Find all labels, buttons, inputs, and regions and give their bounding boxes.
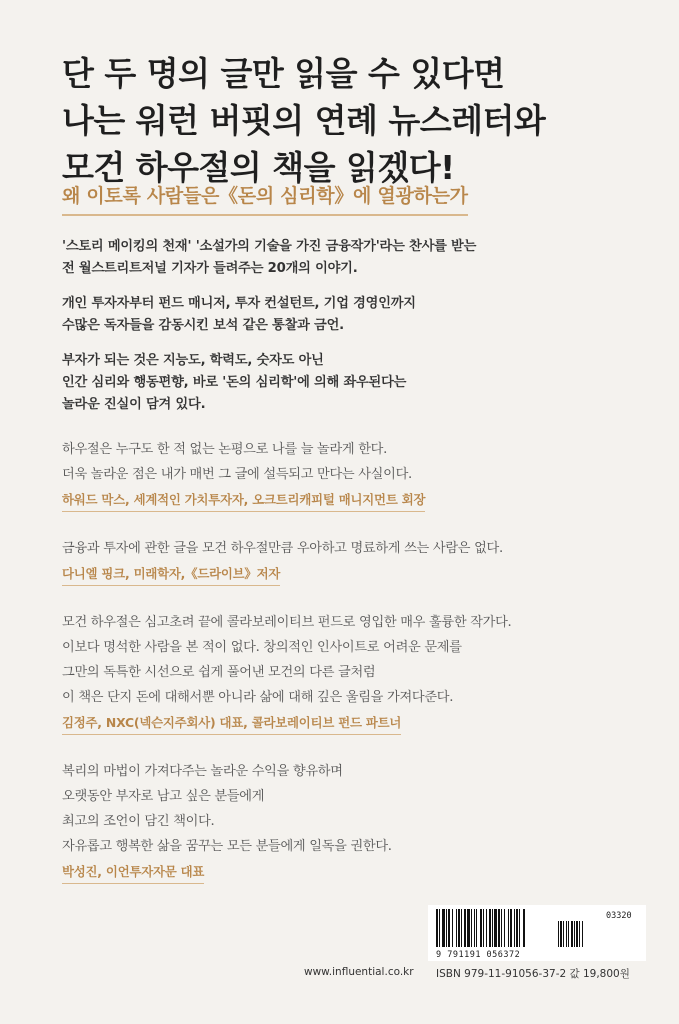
quote-line: 하우절은 누구도 한 적 없는 논평으로 나를 늘 놀라게 한다. [62,442,388,457]
headline [62,50,545,191]
quote-author: 하워드 막스, 세계적인 가치투자자, 오크트리캐피털 매니지먼트 회장 [62,490,425,512]
quote-line: 복리의 마법이 가져다주는 놀라운 수익을 향유하며 [62,764,343,779]
headline-line: 모건 하우절의 책을 읽겠다! [62,148,455,187]
barcode-digits: 9 791191 056372 [436,950,521,960]
quote-line: 오랫동안 부자로 남고 싶은 분들에게 [62,789,265,804]
quote-author: 다니엘 핑크, 미래학자,《드라이브》저자 [62,564,280,586]
intro-paragraph [62,350,622,416]
quote-line: 최고의 조언이 담긴 책이다. [62,814,215,829]
endorsement [62,759,642,884]
intro-line: 부자가 되는 것은 지능도, 학력도, 숫자도 아닌 [62,353,324,368]
quote-line: 그만의 독특한 시선으로 쉽게 풀어낸 모건의 다른 글처럼 [62,665,376,680]
intro-line: 개인 투자자부터 펀드 매니저, 투자 컨설턴트, 기업 경영인까지 [62,296,416,311]
intro-text [62,236,622,429]
endorsement [62,610,642,735]
barcode-addon: 03320 [606,911,632,921]
intro-paragraph [62,293,622,337]
headline-line: 나는 워런 버핏의 연례 뉴스레터와 [62,101,546,140]
quote-line: 금융과 투자에 관한 글을 모건 하우절만큼 우아하고 명료하게 쓰는 사람은 없다. [62,541,503,556]
intro-paragraph [62,236,622,280]
quote-line: 이보다 명석한 사람을 본 적이 없다. 창의적인 인사이트로 어려운 문제를 [62,640,462,655]
intro-line: 수많은 독자들을 감동시킨 보석 같은 통찰과 금언. [62,318,344,333]
subheading: 왜 이토록 사람들은《돈의 심리학》에 열광하는가 [62,181,468,216]
intro-line: 전 월스트리트저널 기자가 들려주는 20개의 이야기. [62,261,358,276]
isbn-price: ISBN 979-11-91056-37-2 값 19,800원 [436,968,630,980]
headline-line: 단 두 명의 글만 읽을 수 있다면 [62,54,505,93]
endorsement [62,437,642,512]
isbn-barcode [428,905,646,961]
quote-line: 자유롭고 행복한 삶을 꿈꾸는 모든 분들에게 일독을 권한다. [62,839,392,854]
quote-line: 더욱 놀라운 점은 내가 매번 그 글에 설득되고 만다는 사실이다. [62,467,412,482]
barcode-icon [436,909,596,949]
intro-line: '스토리 메이킹의 천재' '소설가의 기술을 가진 금융작가'라는 찬사를 받는 [62,239,477,254]
intro-line: 놀라운 진실이 담겨 있다. [62,397,206,412]
quote-author: 김정주, NXC(넥슨지주회사) 대표, 콜라보레이티브 펀드 파트너 [62,713,401,735]
quote-line: 모건 하우절은 심고초려 끝에 콜라보레이티브 펀드로 영입한 매우 훌륭한 작가다. [62,615,512,630]
endorsements [62,437,642,908]
endorsement [62,536,642,586]
quote-line: 이 책은 단지 돈에 대해서뿐 아니라 삶에 대해 깊은 울림을 가져다준다. [62,690,454,705]
publisher-url: www.influential.co.kr [304,966,414,978]
quote-author: 박성진, 이언투자자문 대표 [62,862,204,884]
intro-line: 인간 심리와 행동편향, 바로 '돈의 심리학'에 의해 좌우된다는 [62,375,407,390]
